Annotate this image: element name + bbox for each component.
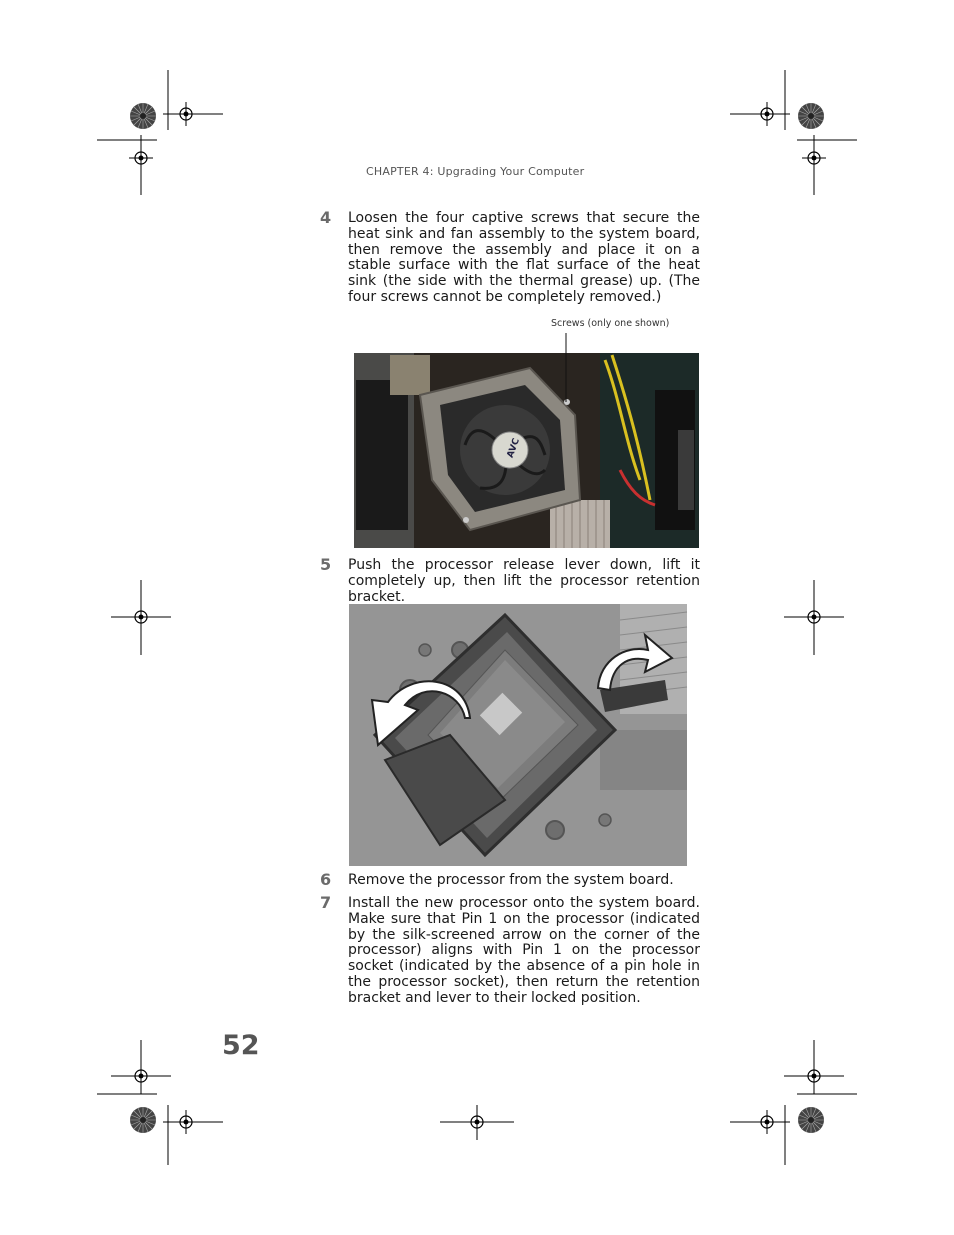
burst-top-right bbox=[798, 103, 824, 129]
burst-bottom-left bbox=[130, 1107, 156, 1133]
burst-top-left bbox=[130, 103, 156, 129]
step-number-7: 7 bbox=[320, 893, 332, 912]
step-text-4: Loosen the four captive screws that secure the heat sink and fan assembly to the system board, then remove the assembly and place it on a stable surface with the flat surface of the heat sink (the side with the thermal grease) up. (The four screws cannot be completely removed.) bbox=[348, 210, 700, 305]
step-text-5: Push the processor release lever down, lift it completely up, then lift the processor retention bracket. bbox=[348, 557, 700, 605]
fan-brand-label: AVC bbox=[505, 437, 522, 460]
callout-screws: Screws (only one shown) bbox=[551, 318, 670, 329]
step-text-7: Install the new processor onto the system board. Make sure that Pin 1 on the processor (indicated by the silk-screened arrow on the corner of the processor) aligns with Pin 1 on the processor socket (indicated by the absence of a pin hole in the processor socket), then return the retention bracket and lever to their locked position. bbox=[348, 895, 700, 1006]
step-number-6: 6 bbox=[320, 870, 332, 889]
step-number-4: 4 bbox=[320, 208, 332, 227]
page-number: 52 bbox=[222, 1030, 260, 1061]
chapter-header: CHAPTER 4: Upgrading Your Computer bbox=[366, 165, 585, 178]
burst-bottom-right bbox=[798, 1107, 824, 1133]
step-text-6: Remove the processor from the system board. bbox=[348, 872, 674, 888]
photo-heatsink-fan bbox=[354, 333, 699, 548]
photo-processor-socket bbox=[349, 604, 687, 866]
step-number-5: 5 bbox=[320, 555, 332, 574]
